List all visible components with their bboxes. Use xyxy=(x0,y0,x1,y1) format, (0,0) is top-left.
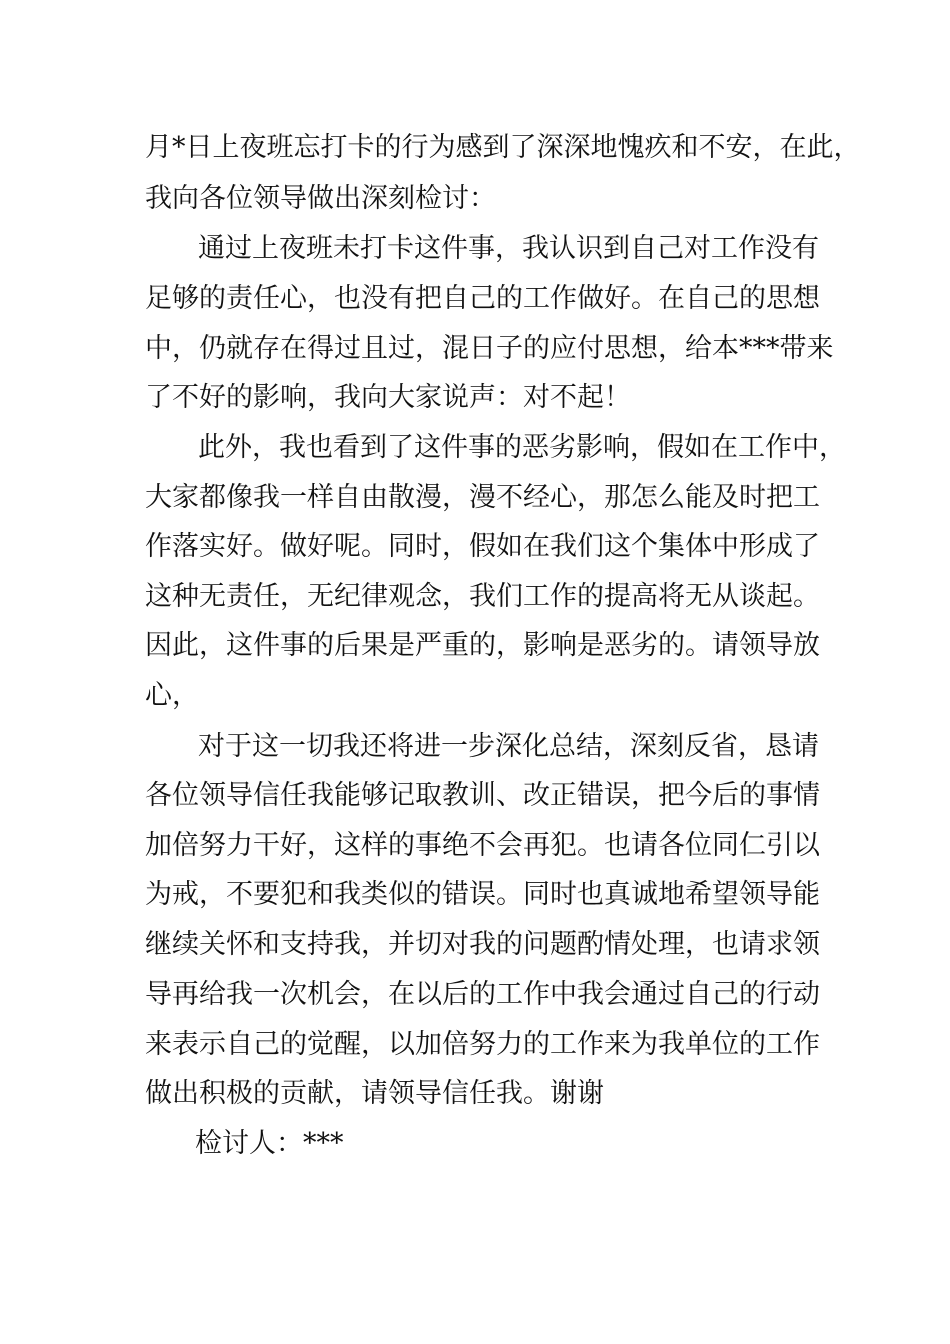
text-line: 做出积极的贡献，请领导信任我。谢谢 xyxy=(145,1078,604,1109)
text-line: 这种无责任，无纪律观念，我们工作的提高将无从谈起。 xyxy=(145,581,820,612)
text-line: 月*日上夜班忘打卡的行为感到了深深地愧疚和不安，在此， xyxy=(145,132,861,163)
text-line: 作落实好。做好呢。同时，假如在我们这个集体中形成了 xyxy=(145,531,820,562)
text-line: 大家都像我一样自由散漫，漫不经心，那怎么能及时把工 xyxy=(145,482,820,513)
paragraph-first-line: 通过上夜班未打卡这件事，我认识到自己对工作没有 xyxy=(198,233,819,264)
text-line: 足够的责任心，也没有把自己的工作做好。在自己的思想 xyxy=(145,283,820,314)
signature-line: 检讨人：*** xyxy=(195,1128,344,1159)
text-line: 加倍努力干好，这样的事绝不会再犯。也请各位同仁引以 xyxy=(145,830,820,861)
paragraph-first-line: 此外，我也看到了这件事的恶劣影响，假如在工作中， xyxy=(198,432,846,463)
text-line: 因此，这件事的后果是严重的，影响是恶劣的。请领导放 xyxy=(145,630,820,661)
text-line: 来表示自己的觉醒，以加倍努力的工作来为我单位的工作 xyxy=(145,1029,820,1060)
text-line: 继续关怀和支持我，并切对我的问题酌情处理，也请求领 xyxy=(145,929,820,960)
text-line: 各位领导信任我能够记取教训、改正错误，把今后的事情 xyxy=(145,780,820,811)
text-line: 为戒，不要犯和我类似的错误。同时也真诚地希望领导能 xyxy=(145,879,820,910)
text-line: 了不好的影响，我向大家说声：对不起！ xyxy=(145,382,631,413)
text-line: 我向各位领导做出深刻检讨： xyxy=(145,183,496,214)
text-line: 导再给我一次机会，在以后的工作中我会通过自己的行动 xyxy=(145,979,820,1010)
text-line: 心， xyxy=(145,680,199,711)
text-line: 中，仍就存在得过且过，混日子的应付思想，给本***带来 xyxy=(145,333,834,364)
paragraph-first-line: 对于这一切我还将进一步深化总结，深刻反省，恳请 xyxy=(198,731,819,762)
